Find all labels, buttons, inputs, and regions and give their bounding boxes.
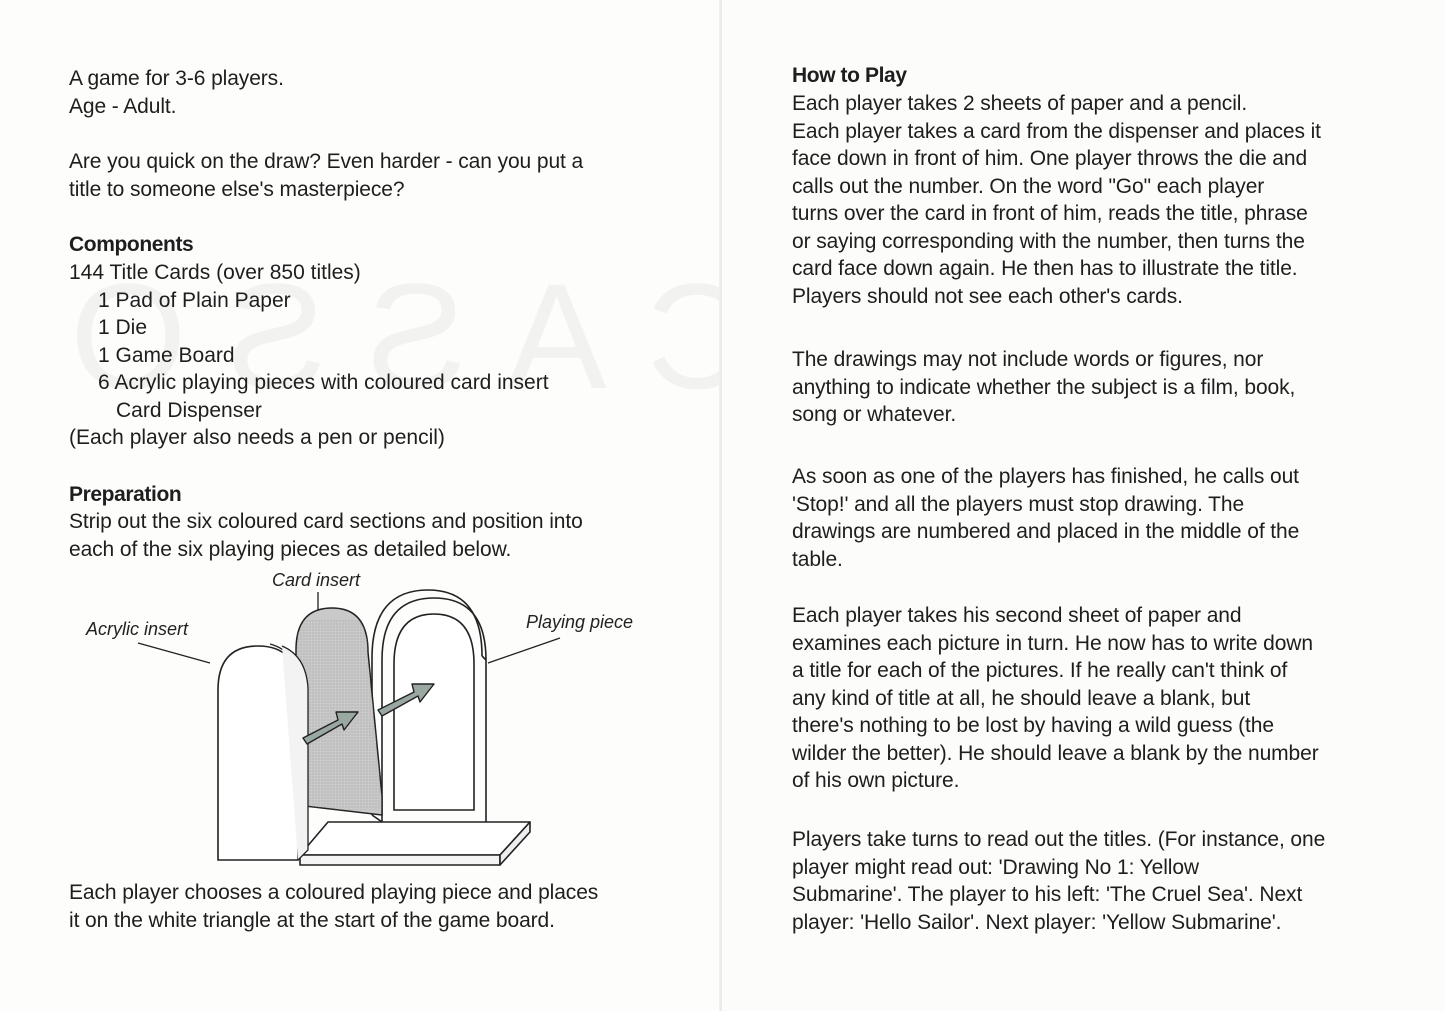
preparation-text: Strip out the six coloured card sections and position into each of the six playing pieces as detailed below. [69, 510, 583, 561]
playing-piece-diagram [60, 560, 680, 880]
acrylic-insert-leader [138, 643, 210, 663]
component-item: 1 Die [98, 316, 148, 339]
intro-paragraph: Are you quick on the draw? Even harder - can you put a title to someone else's masterpiece? [69, 150, 584, 201]
playing-piece-label: Playing piece [526, 612, 634, 632]
component-item: Card Dispenser [116, 398, 262, 422]
closing-paragraph: Each player chooses a coloured playing piece and places it on the white triangle at the start of the game board. [69, 881, 599, 932]
playing-piece-base [300, 822, 530, 865]
left-page [0, 0, 722, 1011]
card-insert-label: Card insert [272, 570, 361, 590]
intro-age: Age - Adult. [69, 95, 177, 118]
component-item: (Each player also needs a pen or pencil) [69, 426, 445, 449]
how-to-play-para3: As soon as one of the players has finished, he calls out 'Stop!' and all the players must stop drawing. The drawings are numbered and placed in the middle of the table. [792, 465, 1300, 571]
right-page [722, 0, 1445, 1011]
component-item: 1 Pad of Plain Paper [98, 288, 291, 312]
acrylic-insert-label: Acrylic insert [86, 619, 189, 639]
components-heading: Components [69, 233, 194, 256]
component-item: 144 Title Cards (over 850 titles) [69, 261, 361, 284]
component-item: 6 Acrylic playing pieces with coloured card insert [98, 371, 549, 394]
playing-piece-leader [488, 638, 560, 663]
how-to-play-para2: The drawings may not include words or figures, nor anything to indicate whether the subject is a film, book, song or whatever. [792, 348, 1296, 426]
components-list [69, 259, 549, 452]
acrylic-insert-shape [218, 644, 308, 860]
how-to-play-para5: Players take turns to read out the titles. (For instance, one player might read out: 'Drawing No 1: Yellow Submarine'. The player to his left: 'The Cruel Sea'. Next player: 'Hello Sailor'. Next player: 'Yellow Submarine'. [792, 828, 1326, 934]
preparation-heading: Preparation [69, 483, 182, 506]
component-item: 1 Game Board [98, 343, 235, 367]
how-to-play-para4: Each player takes his second sheet of paper and examines each picture in turn. He now has to write down a title for each of the pictures. If he really can't think of any kind of title at all, he should leave a blank, but there's nothing to be lost by having a wild guess (the wilder the better). He should leave a blank by the number of his own picture. [792, 604, 1319, 792]
how-to-play-heading: How to Play [792, 64, 907, 87]
intro-players: A game for 3-6 players. [69, 67, 284, 90]
how-to-play-para1: Each player takes 2 sheets of paper and a pencil. Each player takes a card from the dispenser and places it face down in front of him. One player throws the die and calls out the number. On the word "Go" each player turns over the card in front of him, reads the title, phrase or saying corresponding with the number, then turns the card face down again. He then has to illustrate the title. Players should not see each other's cards. [792, 92, 1321, 308]
